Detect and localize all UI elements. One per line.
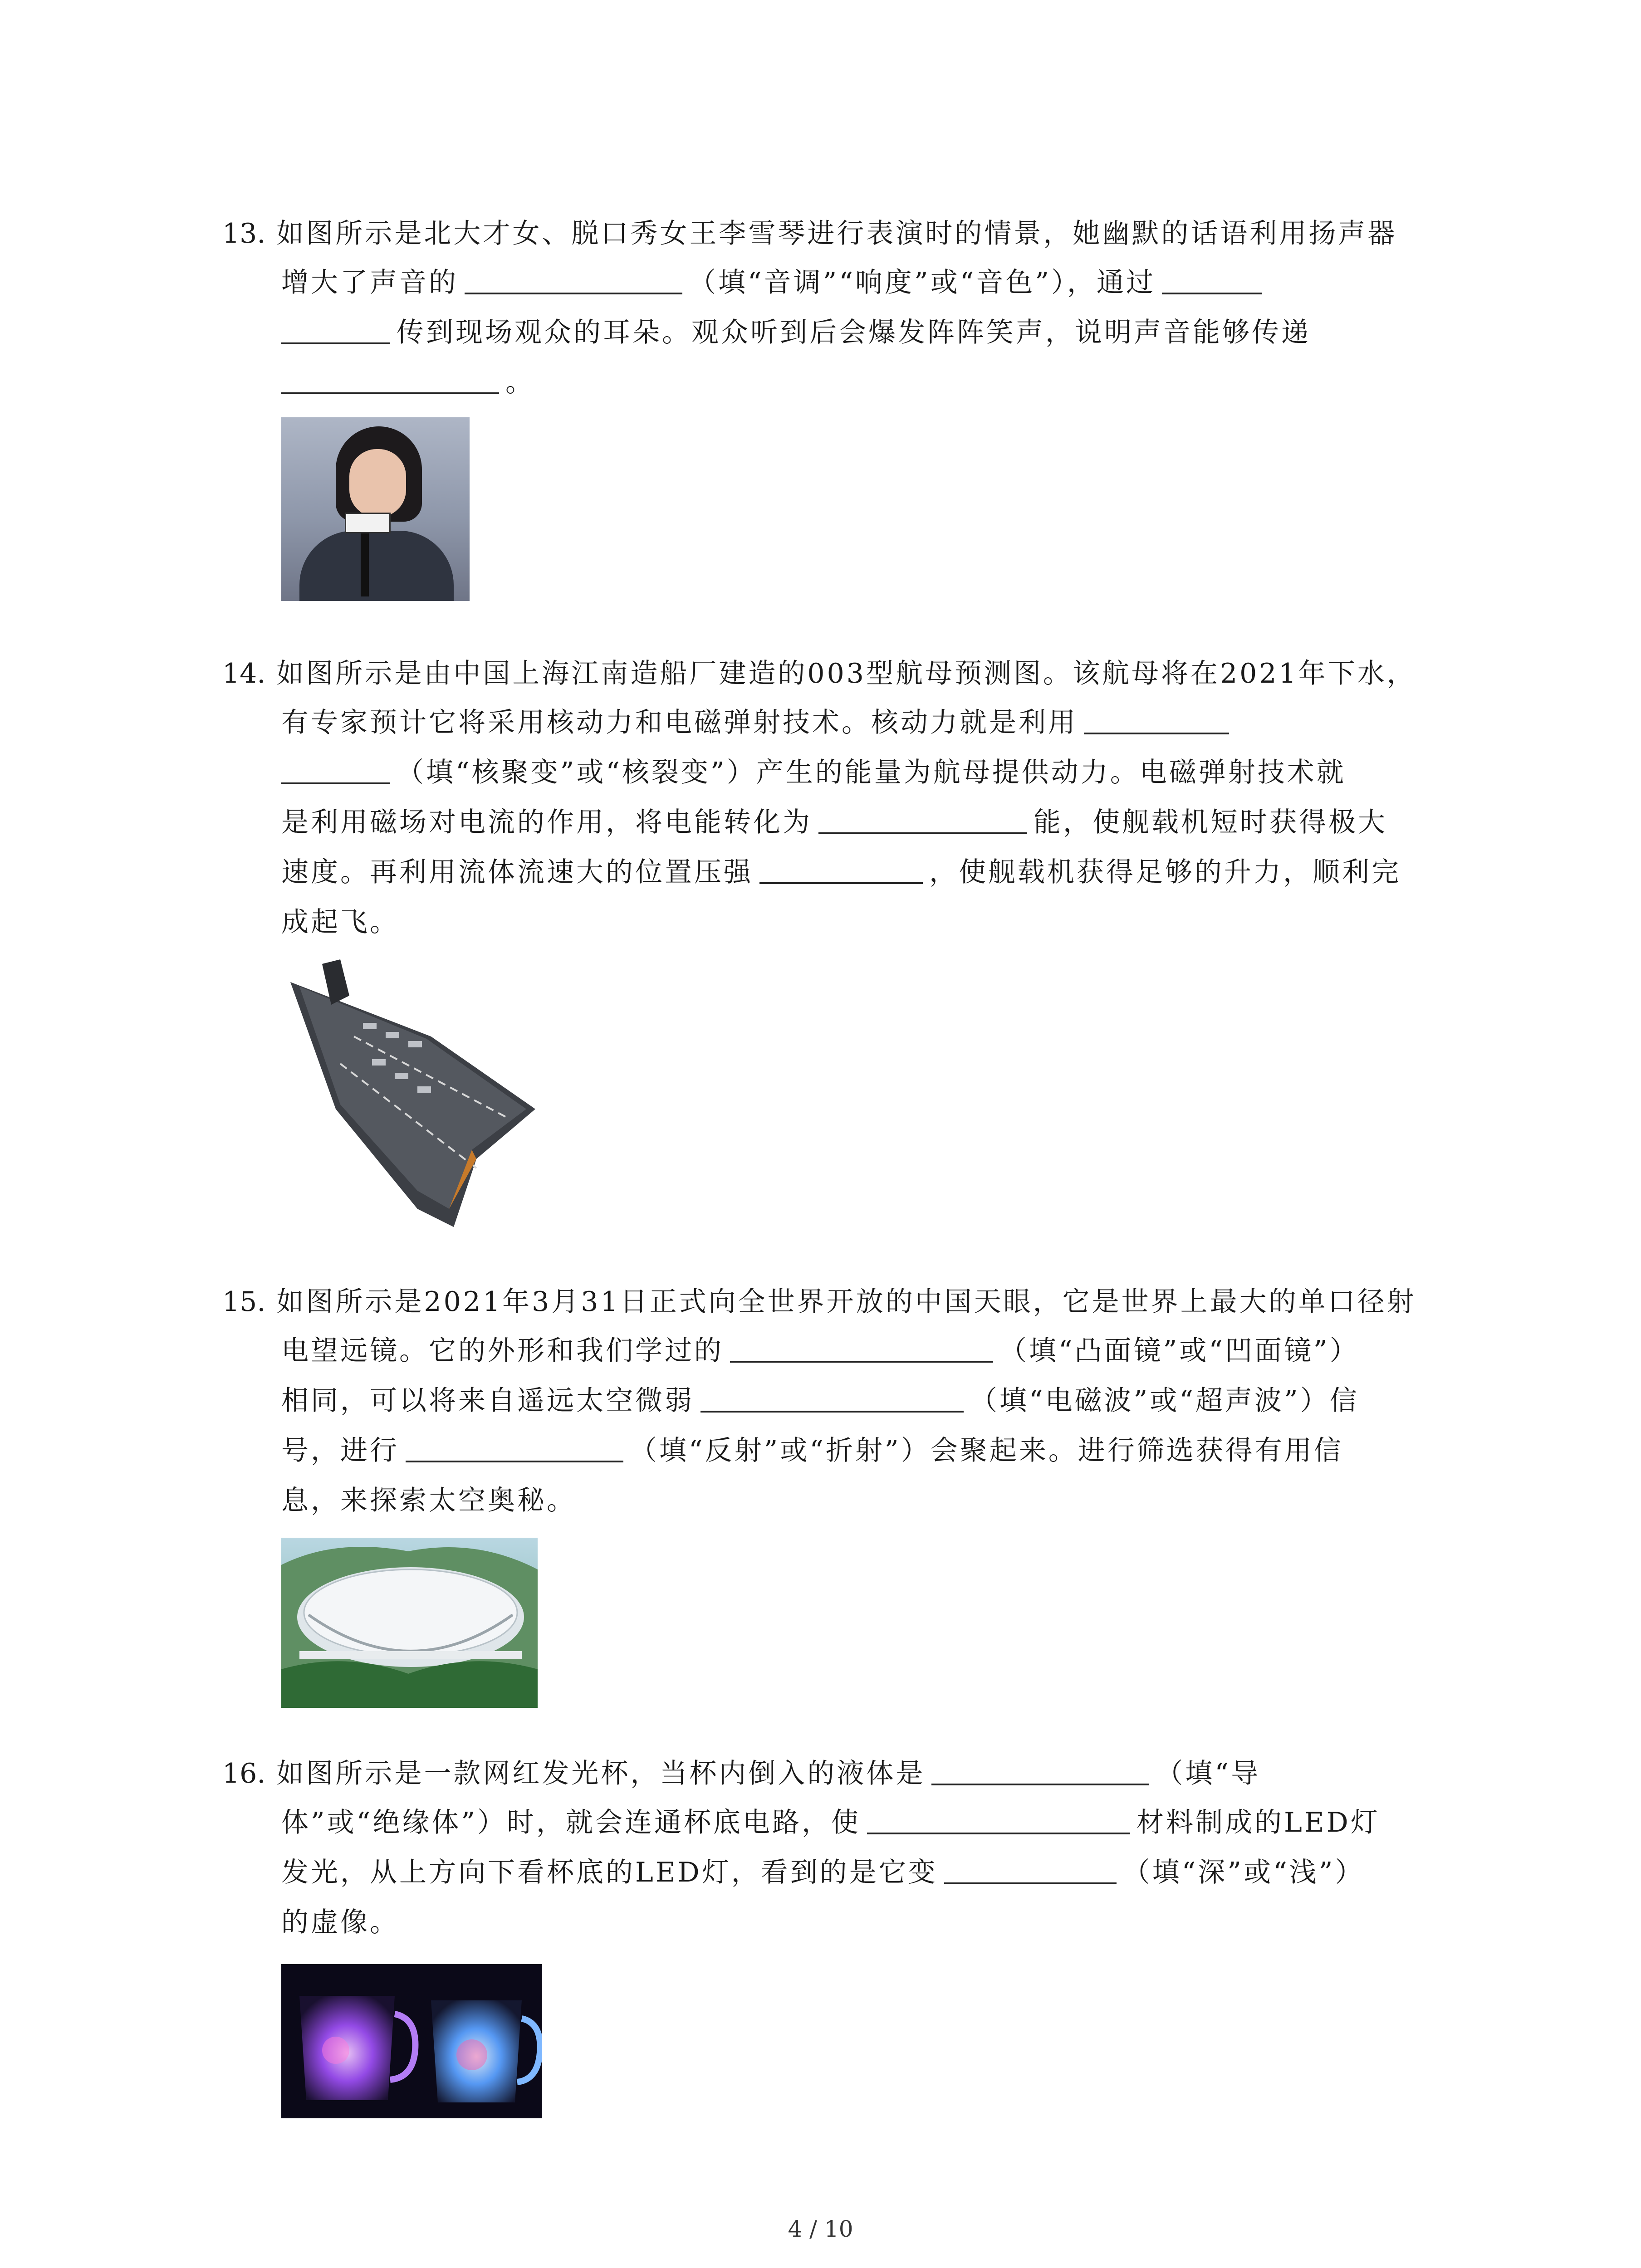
q13-line-3: 传到现场观众的耳朵。观众听到后会爆发阵阵笑声，说明声音能够传递 xyxy=(281,314,1311,351)
fast-telescope xyxy=(281,1538,538,1708)
question-number: 14. xyxy=(222,658,266,689)
answer-blank[interactable] xyxy=(281,316,390,344)
q14-line-2: 有专家预计它将采用核动力和电磁弹射技术。核动力就是利用 xyxy=(281,704,1235,741)
q15-line-5: 息，来探索太空奥秘。 xyxy=(281,1485,576,1516)
question-number: 16. xyxy=(222,1758,266,1789)
answer-blank[interactable] xyxy=(931,1757,1149,1785)
q15-line-2: 电望远镜。它的外形和我们学过的 （填“凸面镜”或“凹面镜”） xyxy=(281,1335,1359,1367)
q15-line-4: 号，进行 （填“反射”或“折射”）会聚起来。进行筛选获得有用信 xyxy=(281,1435,1343,1466)
aircraft-carrier xyxy=(281,955,540,1236)
q14-line-6: 成起飞。 xyxy=(281,906,399,938)
page-number: 4 / 10 xyxy=(788,2216,853,2242)
q14-line-5: 速度。再利用流体流速大的位置压强 ，使舰载机获得足够的升力，顺利完 xyxy=(281,856,1401,888)
q16-line-4: 的虚像。 xyxy=(281,1906,399,1938)
q16-line-1: 16. 如图所示是一款网红发光杯，当杯内倒入的液体是 （填“导 xyxy=(222,1758,1261,1789)
answer-blank[interactable] xyxy=(1084,706,1229,734)
performer-photo xyxy=(281,417,470,601)
q15-line-1: 15. 如图所示是2021年3月31日正式向全世界开放的中国天眼，它是世界上最大的单口径射 xyxy=(222,1286,1416,1318)
q15-line-3: 相同，可以将来自遥远太空微弱 （填“电磁波”或“超声波”）信 xyxy=(281,1385,1359,1417)
answer-blank[interactable] xyxy=(465,266,682,294)
q13-line-4: 。 xyxy=(281,364,535,401)
question-number: 15. xyxy=(222,1286,266,1318)
answer-blank[interactable] xyxy=(281,366,499,394)
answer-blank[interactable] xyxy=(406,1434,623,1462)
q16-line-2: 体”或“绝缘体”）时，就会连通杯底电路，使 材料制成的LED灯 xyxy=(281,1807,1380,1838)
question-number: 13. xyxy=(222,218,266,249)
answer-blank[interactable] xyxy=(818,806,1027,834)
answer-blank[interactable] xyxy=(867,1806,1130,1834)
q13-line-2: 增大了声音的 （填“音调”“响度”或“音色”），通过 xyxy=(281,264,1268,301)
answer-blank[interactable] xyxy=(730,1334,993,1363)
answer-blank[interactable] xyxy=(944,1856,1117,1884)
q14-line-4: 是利用磁场对电流的作用，将电能转化为 能，使舰载机短时获得极大 xyxy=(281,807,1387,838)
answer-blank[interactable] xyxy=(1162,266,1262,294)
q14-line-1: 14. 如图所示是由中国上海江南造船厂建造的003型航母预测图。该航母将在2021年下水， xyxy=(222,658,1416,689)
q16-line-3: 发光，从上方向下看杯底的LED灯，看到的是它变 （填“深”或“浅”） xyxy=(281,1857,1365,1888)
answer-blank[interactable] xyxy=(281,756,390,784)
answer-blank[interactable] xyxy=(759,856,923,884)
q13-line-1: 13. 如图所示是北大才女、脱口秀女王李雪琴进行表演时的情景，她幽默的话语利用扬声器 xyxy=(222,218,1397,249)
led-cups xyxy=(281,1964,542,2118)
q14-line-3: （填“核聚变”或“核裂变”）产生的能量为航母提供动力。电磁弹射技术就 xyxy=(281,754,1346,791)
answer-blank[interactable] xyxy=(700,1384,964,1413)
